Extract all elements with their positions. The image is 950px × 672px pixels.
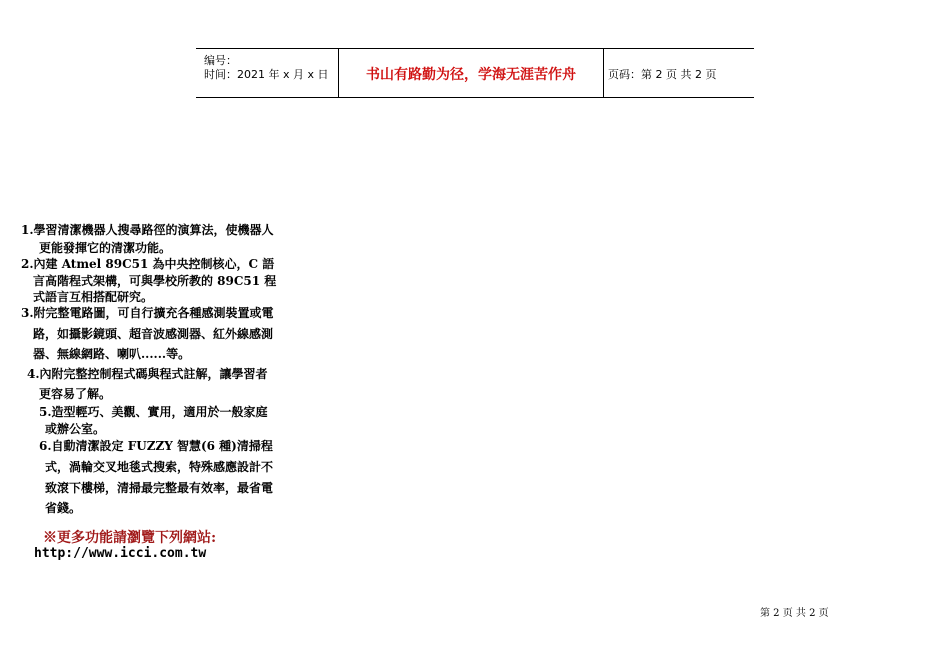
feature-6-line-3: 致滾下樓梯，清掃最完整最有效率，最省電 <box>45 481 274 495</box>
feature-6-line-4: 省錢。 <box>45 501 82 515</box>
feature-5-line-1: 5.造型輕巧、美觀、實用，適用於一般家庭 <box>39 405 268 419</box>
feature-5-line-2: 或辦公室。 <box>45 422 106 436</box>
page-header <box>196 48 754 98</box>
feature-3-line-1: 3.附完整電路圖，可自行擴充各種感測裝置或電 <box>21 306 274 320</box>
website-link[interactable]: http://www.icci.com.tw <box>34 546 207 561</box>
header-page-cell <box>603 49 754 97</box>
feature-1-line-2: 更能發揮它的清潔功能。 <box>39 241 172 255</box>
feature-2-line-2: 言高階程式架構，可與學校所教的 89C51 程 <box>33 274 277 288</box>
feature-6-line-2: 式，渦輪交叉地毯式搜索，特殊感應設計不 <box>45 460 274 474</box>
document-number-label: 编号： <box>204 54 237 67</box>
feature-6-line-1: 6.自動清潔設定 FUZZY 智慧(6 種)清掃程 <box>39 439 273 453</box>
feature-4-line-2: 更容易了解。 <box>39 387 112 401</box>
page-footer: 第 2 页 共 2 页 <box>760 608 829 619</box>
feature-4-line-1: 4.內附完整控制程式碼與程式註解，讓學習者 <box>27 367 268 381</box>
header-page-number: 页码：第 2 页 共 2 页 <box>608 68 717 81</box>
header-info-cell <box>196 49 338 97</box>
feature-2-line-3: 式語言互相搭配研究。 <box>33 290 154 304</box>
more-info-heading: ※更多功能請瀏覽下列網站: <box>43 530 217 546</box>
feature-3-line-2: 路，如攝影鏡頭、超音波感測器、紅外線感測 <box>33 327 274 341</box>
document-time-label: 时间：2021 年 x 月 x 日 <box>204 68 329 81</box>
feature-2-line-1: 2.內建 Atmel 89C51 為中央控制核心，C 語 <box>21 257 275 271</box>
header-motto-cell <box>338 49 604 97</box>
feature-1-line-1: 1.學習清潔機器人搜尋路徑的演算法，使機器人 <box>21 223 274 237</box>
feature-3-line-3: 器、無線網路、喇叭......等。 <box>33 347 191 361</box>
header-motto: 书山有路勤为径，学海无涯苦作舟 <box>366 67 576 83</box>
